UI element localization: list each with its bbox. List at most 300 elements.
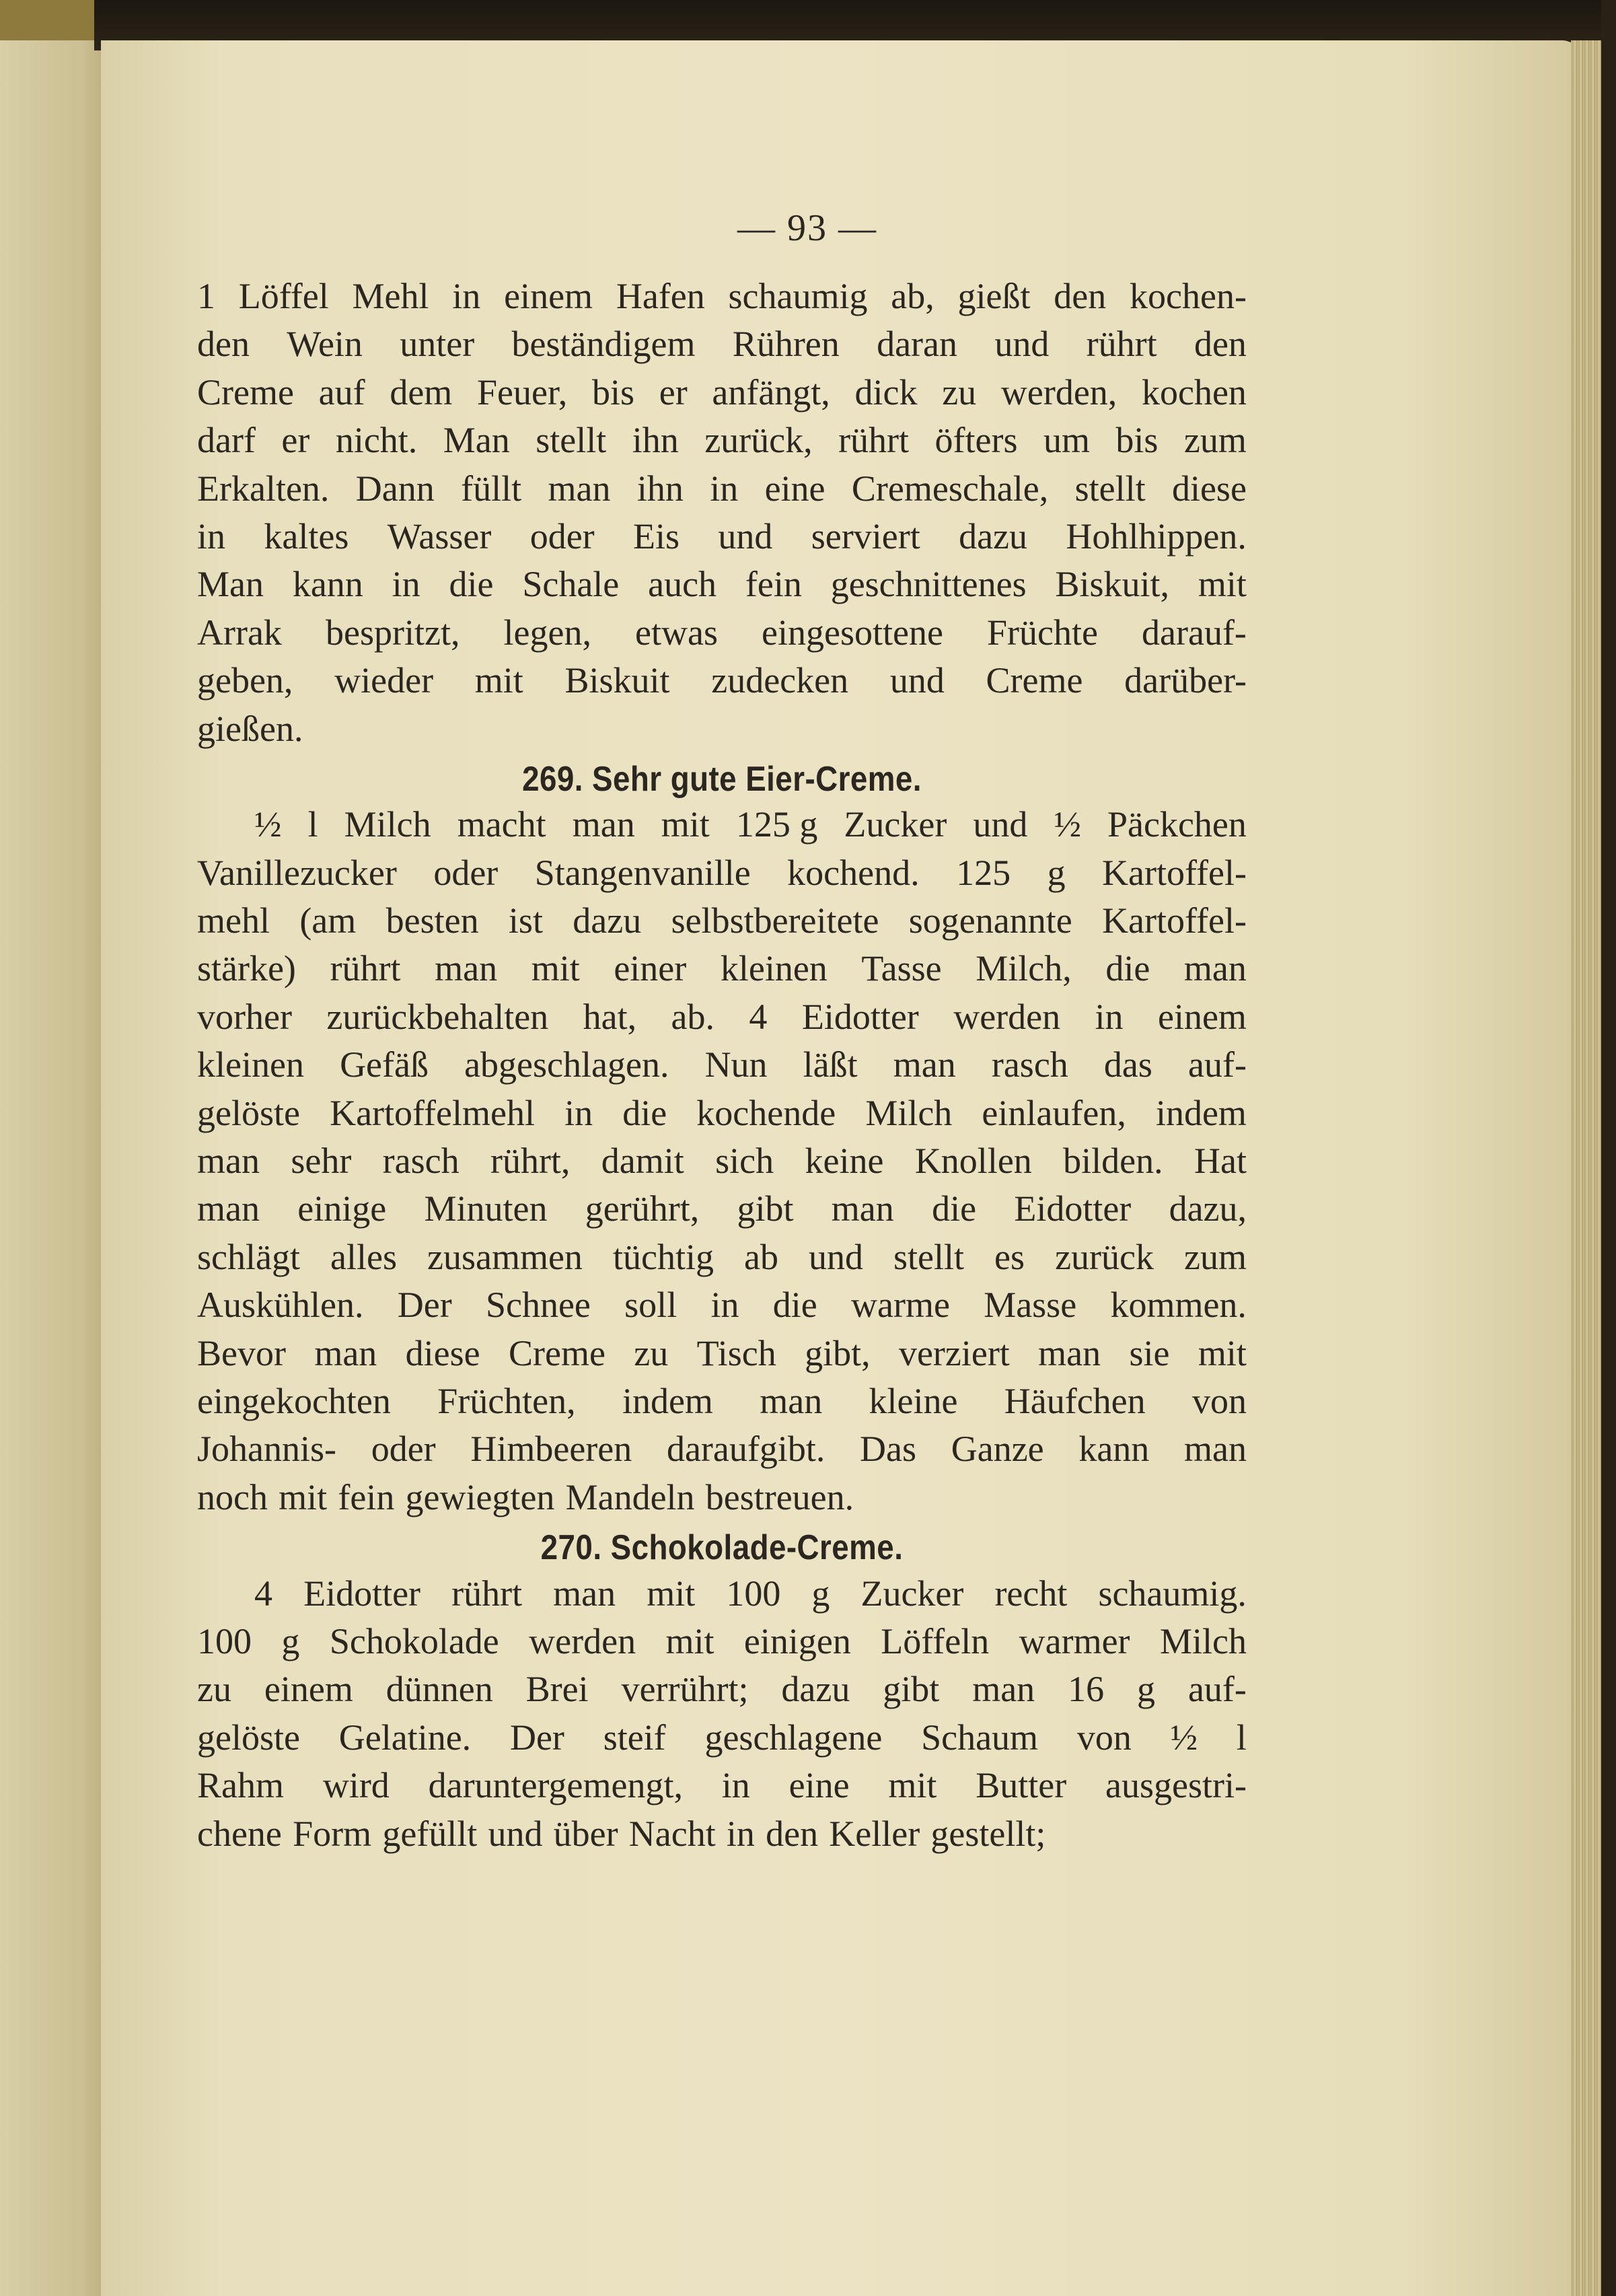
word: den — [766, 1813, 819, 1854]
word: die — [622, 1092, 667, 1133]
word: Himbeeren — [470, 1429, 632, 1470]
word: ab. — [671, 996, 714, 1037]
word: etwas — [635, 612, 718, 653]
word: kleine — [869, 1380, 958, 1421]
word: wieder — [334, 660, 434, 701]
word: sehr — [291, 1141, 352, 1182]
word: die — [932, 1188, 977, 1229]
word: Brei — [525, 1669, 589, 1710]
word: fein — [745, 564, 802, 605]
word: stellt — [1074, 468, 1146, 509]
word: diese — [1171, 468, 1247, 509]
word: Das — [860, 1429, 917, 1470]
word: serviert — [811, 515, 920, 557]
word: steif — [603, 1717, 666, 1758]
word: stellt — [536, 420, 607, 461]
paragraph-continuation — [197, 273, 1247, 753]
word: damit — [601, 1141, 684, 1182]
recipe-heading-270: 270. Schokolade-Creme. — [540, 1528, 904, 1568]
word: die — [1105, 948, 1150, 989]
word: l — [307, 804, 318, 845]
word: eine — [788, 1765, 850, 1806]
text-line — [197, 1618, 1247, 1665]
word: Creme — [986, 660, 1083, 701]
word: man — [893, 1044, 956, 1085]
word: Der — [397, 1285, 452, 1326]
text-line — [197, 273, 1247, 320]
word: Kartoffel- — [1102, 900, 1247, 941]
word: um — [1043, 420, 1090, 461]
text-line — [197, 513, 1247, 561]
word: Mehl — [352, 276, 429, 316]
word: (am — [299, 900, 357, 941]
word: man — [760, 1380, 823, 1421]
word: Bevor — [197, 1332, 286, 1373]
word: kochende — [696, 1092, 836, 1133]
word: abgeschlagen. — [464, 1044, 669, 1085]
word: gießen. — [197, 708, 303, 749]
word: es — [994, 1236, 1025, 1277]
word: er — [659, 371, 688, 412]
word: darf — [197, 420, 256, 461]
word: mit — [531, 948, 580, 989]
word: Masse — [984, 1285, 1077, 1326]
word: man — [553, 1573, 616, 1614]
word: zudecken — [711, 660, 849, 701]
word: die — [449, 564, 494, 605]
word: besten — [385, 900, 479, 941]
word: rasch — [382, 1141, 460, 1182]
word: gibt — [737, 1188, 794, 1229]
word: auf- — [1188, 1044, 1247, 1085]
word: noch — [197, 1476, 268, 1517]
word: soll — [624, 1285, 677, 1326]
word: 1 — [197, 276, 215, 316]
word: kochen- — [1130, 276, 1247, 316]
word: und — [808, 1236, 863, 1277]
word: tüchtig — [612, 1236, 714, 1277]
word: den — [1193, 324, 1247, 365]
text-line — [197, 609, 1247, 657]
word: stellt — [893, 1236, 965, 1277]
word: rührt, — [490, 1141, 571, 1182]
word: ausgestri- — [1105, 1765, 1247, 1806]
word: warme — [851, 1285, 950, 1326]
word: zusammen — [427, 1236, 583, 1277]
word: und — [718, 515, 773, 557]
word: man — [435, 948, 498, 989]
word: Butter — [976, 1765, 1067, 1806]
word: zu — [197, 1669, 231, 1710]
word: zum — [1183, 420, 1247, 461]
text-line — [197, 1330, 1247, 1377]
word: zurückbehalten — [326, 996, 549, 1037]
text-line — [197, 1474, 1247, 1521]
text-line — [197, 1089, 1247, 1137]
word: ½ — [1054, 804, 1081, 845]
word: das — [1103, 1044, 1152, 1085]
word: Schokolade — [329, 1620, 499, 1661]
word: dazu — [781, 1669, 850, 1710]
word: g — [1137, 1669, 1156, 1710]
word: mit — [474, 660, 523, 701]
word: zu — [942, 371, 977, 412]
word: l — [1236, 1717, 1247, 1758]
word: Dann — [355, 468, 435, 509]
word: von — [1076, 1717, 1132, 1758]
word: kommen. — [1110, 1285, 1247, 1326]
text-line — [197, 1377, 1247, 1425]
word: Milch — [344, 804, 431, 845]
word: bestreuen. — [705, 1476, 854, 1517]
text-line — [197, 465, 1247, 513]
text-line — [197, 849, 1247, 897]
text-line — [197, 1185, 1247, 1233]
word: Rahm — [197, 1765, 284, 1806]
word: 100 — [197, 1620, 252, 1661]
word: daraufgibt. — [666, 1429, 825, 1470]
word: gerührt, — [585, 1188, 700, 1229]
word: einem — [504, 276, 593, 316]
word: mehl — [197, 900, 270, 941]
word: kleinen — [720, 948, 828, 989]
word: rührt — [1086, 324, 1157, 365]
word: Gefäß — [340, 1044, 429, 1085]
text-line — [197, 1425, 1247, 1473]
word: Schnee — [485, 1285, 591, 1326]
word: läßt — [803, 1044, 858, 1085]
word: mit — [665, 1620, 714, 1661]
word: Biskuit, — [1055, 564, 1170, 605]
word: mit — [1198, 1332, 1247, 1373]
word: man — [1184, 1429, 1247, 1470]
word: 125 — [956, 852, 1011, 893]
text-line — [197, 1762, 1247, 1809]
word: daruntergemengt, — [428, 1765, 683, 1806]
word: dünnen — [385, 1669, 493, 1710]
word: indem — [622, 1380, 713, 1421]
word: vorher — [197, 996, 292, 1037]
word: Vanillezucker — [197, 852, 397, 893]
word: beständigem — [511, 324, 696, 365]
word: man — [197, 1141, 260, 1182]
word: mit — [888, 1765, 937, 1806]
word: man — [197, 1188, 260, 1229]
word: Wein — [287, 324, 363, 365]
word: dazu, — [1169, 1188, 1247, 1229]
word: geben, — [197, 660, 293, 701]
word: den — [197, 324, 250, 365]
word: einige — [297, 1188, 387, 1229]
word: einer — [614, 948, 687, 989]
word: diese — [405, 1332, 480, 1373]
word: Schaum — [921, 1717, 1039, 1758]
word: dick — [854, 371, 918, 412]
word: rührt — [451, 1573, 523, 1614]
word: daran — [877, 324, 958, 365]
word: Stangenvanille — [534, 852, 751, 893]
word: selbstbereitete — [671, 900, 879, 941]
word: Creme — [508, 1332, 605, 1373]
word: Milch, — [976, 948, 1072, 989]
text-line — [197, 657, 1247, 705]
word: auf — [318, 371, 365, 412]
word: g — [1047, 852, 1066, 893]
word: schlägt — [197, 1236, 300, 1277]
word: anfängt, — [712, 371, 830, 412]
word: g — [281, 1620, 300, 1661]
word: kaltes — [264, 515, 349, 557]
word: oder — [529, 515, 595, 557]
text-line — [197, 945, 1247, 993]
word: ab — [743, 1236, 778, 1277]
word: Der — [509, 1717, 564, 1758]
text-line — [197, 1233, 1247, 1281]
word: ab, — [891, 276, 934, 316]
word: in — [392, 564, 420, 605]
word: bilden. — [1063, 1141, 1163, 1182]
word: ist — [508, 900, 543, 941]
word: 4 — [749, 996, 768, 1037]
word: dazu — [573, 900, 642, 941]
word: Auskühlen. — [197, 1285, 364, 1326]
word: Eidotter — [1014, 1188, 1132, 1229]
word: ½ — [1170, 1717, 1198, 1758]
word: dem — [390, 371, 453, 412]
text-line — [197, 1665, 1247, 1713]
word: gelöste — [197, 1092, 300, 1133]
word: öfters — [934, 420, 1018, 461]
word: werden — [953, 996, 1061, 1037]
word: füllt — [461, 468, 522, 509]
word: indem — [1155, 1092, 1247, 1133]
word: er — [281, 420, 310, 461]
word: kann — [292, 564, 363, 605]
word: zurück — [1055, 1236, 1154, 1277]
word: Form — [293, 1813, 372, 1854]
word: recht — [994, 1573, 1068, 1614]
word: 16 — [1068, 1669, 1105, 1710]
word: man — [548, 468, 611, 509]
word: geschlagene — [704, 1717, 883, 1758]
word: Erkalten. — [197, 468, 330, 509]
word: macht — [457, 804, 546, 845]
scan-right-border — [1601, 0, 1616, 2296]
word: stärke) — [197, 948, 296, 989]
word: rasch — [991, 1044, 1068, 1085]
recipe-text-270 — [197, 1570, 1247, 1858]
word: mit — [279, 1476, 328, 1517]
word: zurück, — [704, 420, 813, 461]
word: den — [1054, 276, 1107, 316]
word: eine — [764, 468, 825, 509]
word: Mandeln — [565, 1476, 695, 1517]
word: Johannis- — [197, 1429, 336, 1470]
text-line — [197, 417, 1247, 464]
word: man — [972, 1669, 1035, 1710]
word: rührt — [330, 948, 401, 989]
word: chene — [197, 1813, 282, 1854]
word: gibt — [883, 1669, 940, 1710]
word: bespritzt, — [326, 612, 460, 653]
word: sogenannte — [908, 900, 1072, 941]
word: Cremeschale, — [851, 468, 1049, 509]
word: zu — [634, 1332, 669, 1373]
word: Nun — [704, 1044, 768, 1085]
word: 100 — [726, 1573, 781, 1614]
word: bis — [592, 371, 635, 412]
word: oder — [433, 852, 499, 893]
word: und — [994, 324, 1050, 365]
word: fein — [338, 1476, 395, 1517]
word: einem — [1157, 996, 1247, 1037]
word: mit — [661, 804, 710, 845]
word: Wasser — [387, 515, 492, 557]
word: Tisch — [696, 1332, 776, 1373]
word: in — [726, 1813, 755, 1854]
word: verrührt; — [621, 1669, 749, 1710]
word: in — [452, 276, 481, 316]
text-line — [197, 1810, 1247, 1858]
word: ihn — [636, 468, 684, 509]
word: Arrak — [197, 612, 282, 653]
text-line — [197, 320, 1247, 368]
word: kann — [1078, 1429, 1150, 1470]
text-line — [197, 1137, 1247, 1185]
word: hat, — [583, 996, 637, 1037]
word: Milch — [865, 1092, 953, 1133]
word: gelöste — [197, 1717, 300, 1758]
word: Rühren — [732, 324, 840, 365]
recipe-heading-269: 269. Sehr gute Eier-Creme. — [522, 759, 922, 799]
recipe-text-269 — [197, 801, 1247, 1521]
word: Kartoffelmehl — [330, 1092, 535, 1133]
word: Kartoffel- — [1102, 852, 1247, 893]
word: werden — [529, 1620, 636, 1661]
word: über — [553, 1813, 618, 1854]
word: Zucker — [860, 1573, 964, 1614]
word: Löffeln — [881, 1620, 990, 1661]
word: Feuer, — [477, 371, 568, 412]
word: sich — [715, 1141, 774, 1182]
word: in — [710, 1285, 739, 1326]
word: Eidotter — [303, 1573, 421, 1614]
word: Biskuit — [564, 660, 670, 701]
word: kochend. — [787, 852, 920, 893]
word: kleinen — [197, 1044, 304, 1085]
word: unter — [400, 324, 475, 365]
page-number: — 93 — — [737, 207, 877, 249]
word: legen, — [503, 612, 591, 653]
word: Hohlhippen. — [1066, 515, 1247, 557]
word: man — [1183, 948, 1247, 989]
word: geschnittenes — [830, 564, 1027, 605]
word: bis — [1115, 420, 1159, 461]
text-line — [197, 897, 1247, 945]
word: Man — [443, 420, 510, 461]
word: auch — [648, 564, 717, 605]
text-line — [197, 1041, 1247, 1089]
word: man — [572, 804, 635, 845]
text-line — [197, 993, 1247, 1041]
word: 4 — [254, 1573, 272, 1614]
word: auf- — [1187, 1669, 1247, 1710]
word: Creme — [197, 371, 294, 412]
word: ½ — [254, 804, 282, 845]
word: 125 g — [735, 804, 818, 845]
word: in — [564, 1092, 593, 1133]
word: Knollen — [914, 1141, 1032, 1182]
word: die — [772, 1285, 817, 1326]
word: Päckchen — [1107, 804, 1247, 845]
text-line — [197, 1714, 1247, 1762]
word: Häufchen — [1004, 1380, 1146, 1421]
word: kochen — [1142, 371, 1247, 412]
text-line — [197, 369, 1247, 417]
word: Keller — [829, 1813, 920, 1854]
word: werden, — [1000, 371, 1117, 412]
word: mit — [647, 1573, 696, 1614]
word: und — [973, 804, 1028, 845]
word: Man — [197, 564, 264, 605]
word: Früchten, — [437, 1380, 576, 1421]
word: von — [1191, 1380, 1247, 1421]
word: Zucker — [844, 804, 947, 845]
word: man — [314, 1332, 377, 1373]
left-page-edge — [0, 0, 118, 2296]
word: gestellt; — [930, 1813, 1046, 1854]
word: Eidotter — [801, 996, 919, 1037]
word: einlaufen, — [982, 1092, 1126, 1133]
word: Minuten — [424, 1188, 548, 1229]
word: Gelatine. — [338, 1717, 472, 1758]
word: Schale — [522, 564, 620, 605]
word: Ganze — [951, 1429, 1044, 1470]
word: Hafen — [616, 276, 705, 316]
word: einem — [264, 1669, 353, 1710]
word: Nacht — [628, 1813, 716, 1854]
word: rührt — [838, 420, 910, 461]
word: gewiegten — [405, 1476, 555, 1517]
word: mit — [1198, 564, 1247, 605]
word: darauf- — [1142, 612, 1247, 653]
word: nicht. — [335, 420, 418, 461]
word: Milch — [1159, 1620, 1247, 1661]
word: und — [488, 1813, 543, 1854]
word: verziert — [898, 1332, 1010, 1373]
text-line — [197, 801, 1247, 849]
word: in — [1095, 996, 1124, 1037]
word: ihn — [632, 420, 679, 461]
word: schaumig. — [1098, 1573, 1247, 1614]
word: Eis — [633, 515, 680, 557]
word: zum — [1184, 1236, 1247, 1277]
text-line — [197, 1281, 1247, 1329]
word: warmer — [1019, 1620, 1130, 1661]
word: g — [811, 1573, 830, 1614]
word: gefüllt — [382, 1813, 478, 1854]
word: oder — [371, 1429, 436, 1470]
word: Früchte — [987, 612, 1098, 653]
word: in — [721, 1765, 750, 1806]
text-line — [197, 705, 1247, 753]
text-line — [197, 1570, 1247, 1618]
word: dazu — [959, 515, 1028, 557]
text-line — [197, 561, 1247, 608]
word: einigen — [743, 1620, 851, 1661]
word: man — [1038, 1332, 1101, 1373]
word: Löffel — [238, 276, 329, 316]
